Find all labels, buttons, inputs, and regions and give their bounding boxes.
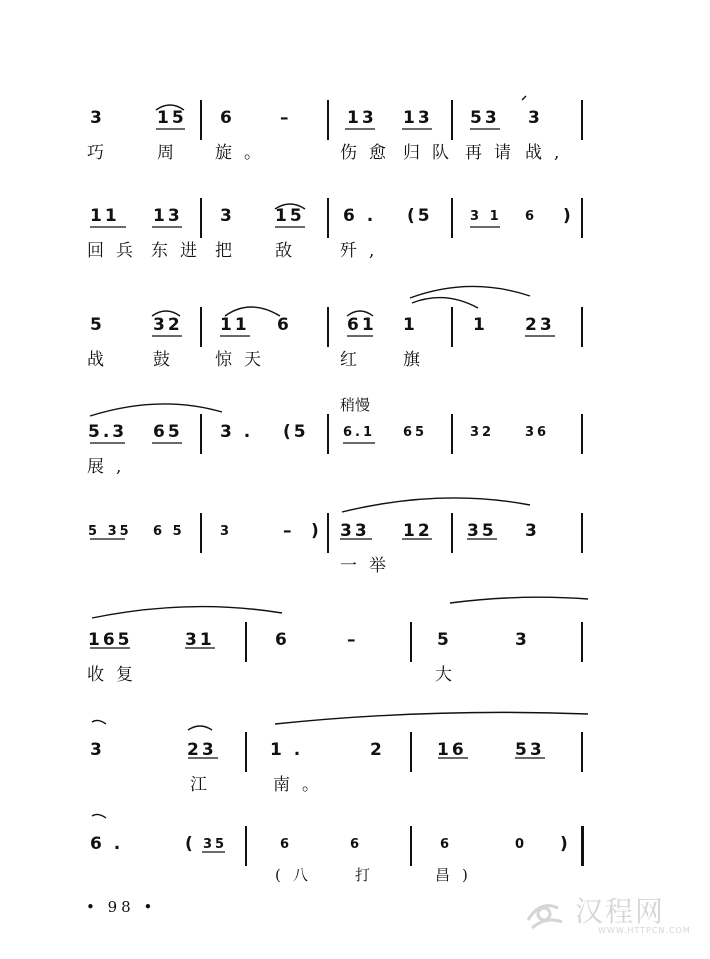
note: (5: [407, 206, 433, 226]
lyric: 战,: [525, 143, 572, 163]
lyric: 江: [190, 775, 219, 795]
note: –: [347, 630, 359, 650]
note: 1 .: [270, 740, 304, 760]
note: –: [283, 521, 295, 541]
note: 3: [528, 108, 543, 128]
slur: [156, 105, 184, 110]
note: (5: [283, 422, 309, 442]
note: ): [560, 834, 571, 854]
slur: [188, 726, 212, 730]
note: 11: [90, 206, 120, 226]
note: 65: [403, 425, 428, 440]
watermark-logo-icon: [520, 890, 570, 940]
lyric: 归队: [403, 143, 461, 163]
lyric: 巧: [87, 143, 116, 163]
note: 5 35: [88, 524, 132, 539]
grace-mark: [522, 96, 526, 100]
note: 3: [515, 630, 530, 650]
slur: [412, 298, 478, 308]
lyric: 惊天: [215, 350, 273, 370]
note: 15: [157, 108, 187, 128]
lyric: 回兵: [87, 241, 145, 261]
note: 3: [525, 521, 540, 541]
lyric: 鼓: [153, 350, 182, 370]
note: 35: [467, 521, 497, 541]
lyric: 红: [340, 350, 369, 370]
note: 1: [473, 315, 488, 335]
slur: [225, 307, 280, 316]
note: 15: [275, 206, 305, 226]
note: 31: [185, 630, 215, 650]
note: 13: [347, 108, 377, 128]
lyric: 周: [157, 143, 186, 163]
slur: [450, 597, 588, 603]
slur: [152, 311, 180, 316]
note: 65: [153, 422, 183, 442]
note: 6.1: [343, 425, 376, 440]
note: 6: [220, 108, 235, 128]
note: 3: [220, 524, 233, 539]
note: 23: [525, 315, 555, 335]
lyric: 战: [87, 350, 116, 370]
note: 3 1: [470, 209, 502, 224]
note: 165: [88, 630, 133, 650]
slur: [275, 204, 305, 209]
note: 5: [90, 315, 105, 335]
note: 6: [277, 315, 292, 335]
lyric: 昌): [435, 866, 480, 884]
note: 1: [403, 315, 418, 335]
slur: [342, 498, 530, 512]
note: 16: [437, 740, 467, 760]
note: 5.3: [88, 422, 128, 442]
note: 3 .: [220, 422, 254, 442]
note: 33: [340, 521, 370, 541]
note: 53: [470, 108, 500, 128]
lyric: 打: [355, 866, 383, 884]
note: 5: [437, 630, 452, 650]
note: 0: [515, 837, 528, 852]
note: (: [185, 834, 196, 854]
grace-mark: [92, 720, 106, 724]
note: 12: [403, 521, 433, 541]
slur: [347, 311, 373, 316]
note: 13: [403, 108, 433, 128]
note: 2: [370, 740, 385, 760]
note: 3: [90, 108, 105, 128]
note: 6: [440, 837, 453, 852]
note: 6: [280, 837, 293, 852]
slur: [90, 404, 222, 416]
note: ): [563, 206, 574, 226]
lyric: 把: [215, 241, 244, 261]
lyric: 展,: [87, 457, 134, 477]
note: 61: [347, 315, 377, 335]
note: 36: [525, 425, 550, 440]
note: 3: [220, 206, 235, 226]
grace-mark: [92, 814, 106, 818]
lyric: 旋。: [215, 143, 273, 163]
lyric: 再请: [465, 143, 523, 163]
note: 6 5: [153, 524, 185, 539]
lyric: 收复: [87, 665, 145, 685]
note: 53: [515, 740, 545, 760]
slur: [275, 712, 588, 724]
lyric: 歼,: [340, 241, 387, 261]
note: 13: [153, 206, 183, 226]
slur: [410, 286, 530, 298]
lyric: 东进: [151, 241, 209, 261]
lyric: 大: [435, 665, 464, 685]
note: 32: [470, 425, 495, 440]
note: ): [311, 521, 322, 541]
lyric: 一举: [340, 556, 398, 576]
note: 32: [153, 315, 183, 335]
note: 6 .: [90, 834, 124, 854]
note: 6: [350, 837, 363, 852]
lyric: 伤愈: [340, 143, 398, 163]
note: 35: [203, 837, 228, 852]
watermark-text: 汉程网: [575, 895, 666, 928]
note: 6: [275, 630, 290, 650]
site-watermark: [520, 890, 700, 945]
note: 6 .: [343, 206, 377, 226]
note: 23: [187, 740, 217, 760]
lyric: (八: [275, 866, 320, 884]
note: 6: [525, 209, 538, 224]
watermark-url: WWW.HTTPCN.COM: [598, 926, 691, 935]
lyric: 旗: [403, 350, 432, 370]
lyric: 敌: [275, 241, 304, 261]
slur: [92, 607, 282, 618]
note: 11: [220, 315, 250, 335]
note: –: [280, 108, 292, 128]
lyric: 南。: [273, 775, 331, 795]
note: 3: [90, 740, 105, 760]
page-number: • 98 •: [86, 898, 157, 916]
tempo-marking: 稍慢: [340, 396, 371, 414]
